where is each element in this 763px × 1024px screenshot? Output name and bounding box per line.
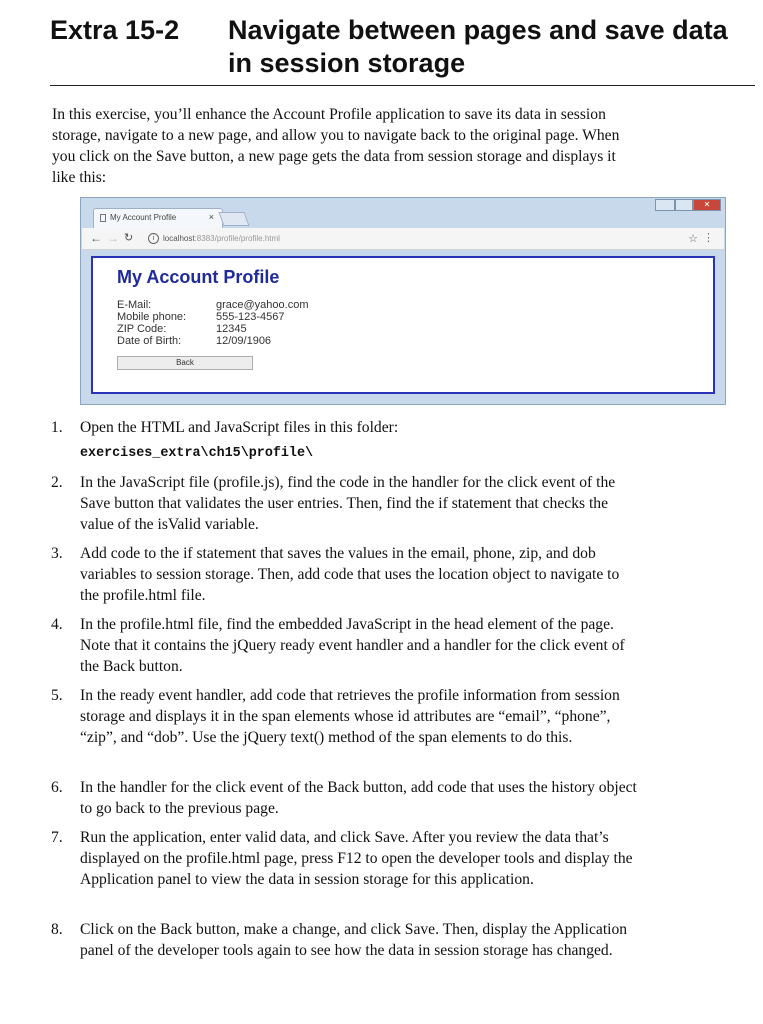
step-text: In the handler for the click event of the Back button, add code that uses the history object to go back to the previous page. bbox=[80, 779, 637, 817]
close-window-icon: ✕ bbox=[693, 199, 721, 211]
step-text: Add code to the if statement that saves the values in the email, phone, zip, and dob variables to session storage. Then, add code that uses the location object to navigate to the profile.html file. bbox=[80, 545, 620, 604]
page-icon bbox=[100, 214, 106, 222]
step-text: In the ready event handler, add code that retrieves the profile information from session storage and displays it in the span elements whose id attributes are “email”, “phone”, “zip”, and “dob”. Use the jQuery text() method of the span elements to do this. bbox=[80, 687, 620, 746]
step-number: 6. bbox=[51, 779, 63, 796]
step-text: In the JavaScript file (profile.js), find the code in the handler for the click event of the Save button that validates the user entries. Then, find the if statement that checks the value of the isValid variable. bbox=[80, 474, 616, 533]
phone-value: 555-123-4567 bbox=[216, 311, 285, 323]
step-number: 5. bbox=[51, 687, 63, 704]
phone-label: Mobile phone: bbox=[117, 311, 187, 323]
dob-label: Date of Birth: bbox=[117, 335, 182, 347]
email-label: E-Mail: bbox=[117, 299, 152, 311]
browser-screenshot bbox=[80, 197, 726, 405]
step-number: 7. bbox=[51, 829, 63, 846]
tab-title: My Account Profile bbox=[110, 213, 177, 222]
new-tab-icon bbox=[218, 212, 249, 226]
browser-toolbar bbox=[82, 228, 724, 250]
maximize-icon bbox=[675, 199, 693, 211]
minimize-icon bbox=[655, 199, 675, 211]
heading-rule bbox=[50, 85, 755, 86]
reload-icon: ↻ bbox=[124, 232, 134, 244]
info-icon: i bbox=[148, 233, 159, 244]
step-number: 8. bbox=[51, 921, 63, 938]
zip-value: 12345 bbox=[216, 323, 247, 335]
step-number: 2. bbox=[51, 474, 63, 491]
step-text: Run the application, enter valid data, and click Save. After you review the data that’s displayed on the profile.html page, press F12 to open the developer tools and display the Application panel to view the data in session storage for this application. bbox=[80, 829, 633, 888]
zip-label: ZIP Code: bbox=[117, 323, 167, 335]
window-controls bbox=[655, 199, 721, 211]
url-path: :8383/profile/profile.html bbox=[194, 234, 280, 243]
address-bar bbox=[148, 231, 628, 246]
dob-value: 12/09/1906 bbox=[216, 335, 272, 347]
intro-paragraph: In this exercise, you’ll enhance the Account Profile application to save its data in session storage, navigate to a new page, and allow you to navigate back to the original page. When you click on the Save button, a new page gets the data from session storage and displays it like this: bbox=[52, 106, 620, 186]
page-title: My Account Profile bbox=[117, 267, 280, 287]
step-text: In the profile.html file, find the embedded JavaScript in the head element of the page. Note that it contains the jQuery ready event handler and a handler for the click event of the Back button. bbox=[80, 616, 625, 675]
browser-tab bbox=[93, 208, 223, 228]
folder-path: exercises_extra\ch15\profile\ bbox=[80, 446, 314, 461]
page-content bbox=[91, 256, 715, 394]
back-button: Back bbox=[117, 356, 253, 370]
back-arrow-icon: ← bbox=[90, 231, 102, 245]
exercise-number: Extra 15-2 bbox=[50, 15, 180, 45]
star-icon: ☆ bbox=[688, 233, 698, 245]
url-host: localhost bbox=[163, 234, 195, 243]
step-text: Click on the Back button, make a change, and click Save. Then, display the Application panel of the developer tools again to see how the data in session storage has changed. bbox=[80, 921, 628, 959]
step-number: 1. bbox=[51, 419, 63, 436]
email-value: grace@yahoo.com bbox=[216, 299, 309, 311]
step-text: Open the HTML and JavaScript files in this folder: bbox=[80, 419, 399, 436]
tab-close-icon: × bbox=[208, 212, 214, 222]
exercise-title: Navigate between pages and save data in session storage bbox=[228, 15, 728, 78]
menu-dots-icon: ⋮ bbox=[703, 232, 714, 244]
step-number: 4. bbox=[51, 616, 63, 633]
step-number: 3. bbox=[51, 545, 63, 562]
forward-arrow-icon: → bbox=[107, 231, 119, 245]
